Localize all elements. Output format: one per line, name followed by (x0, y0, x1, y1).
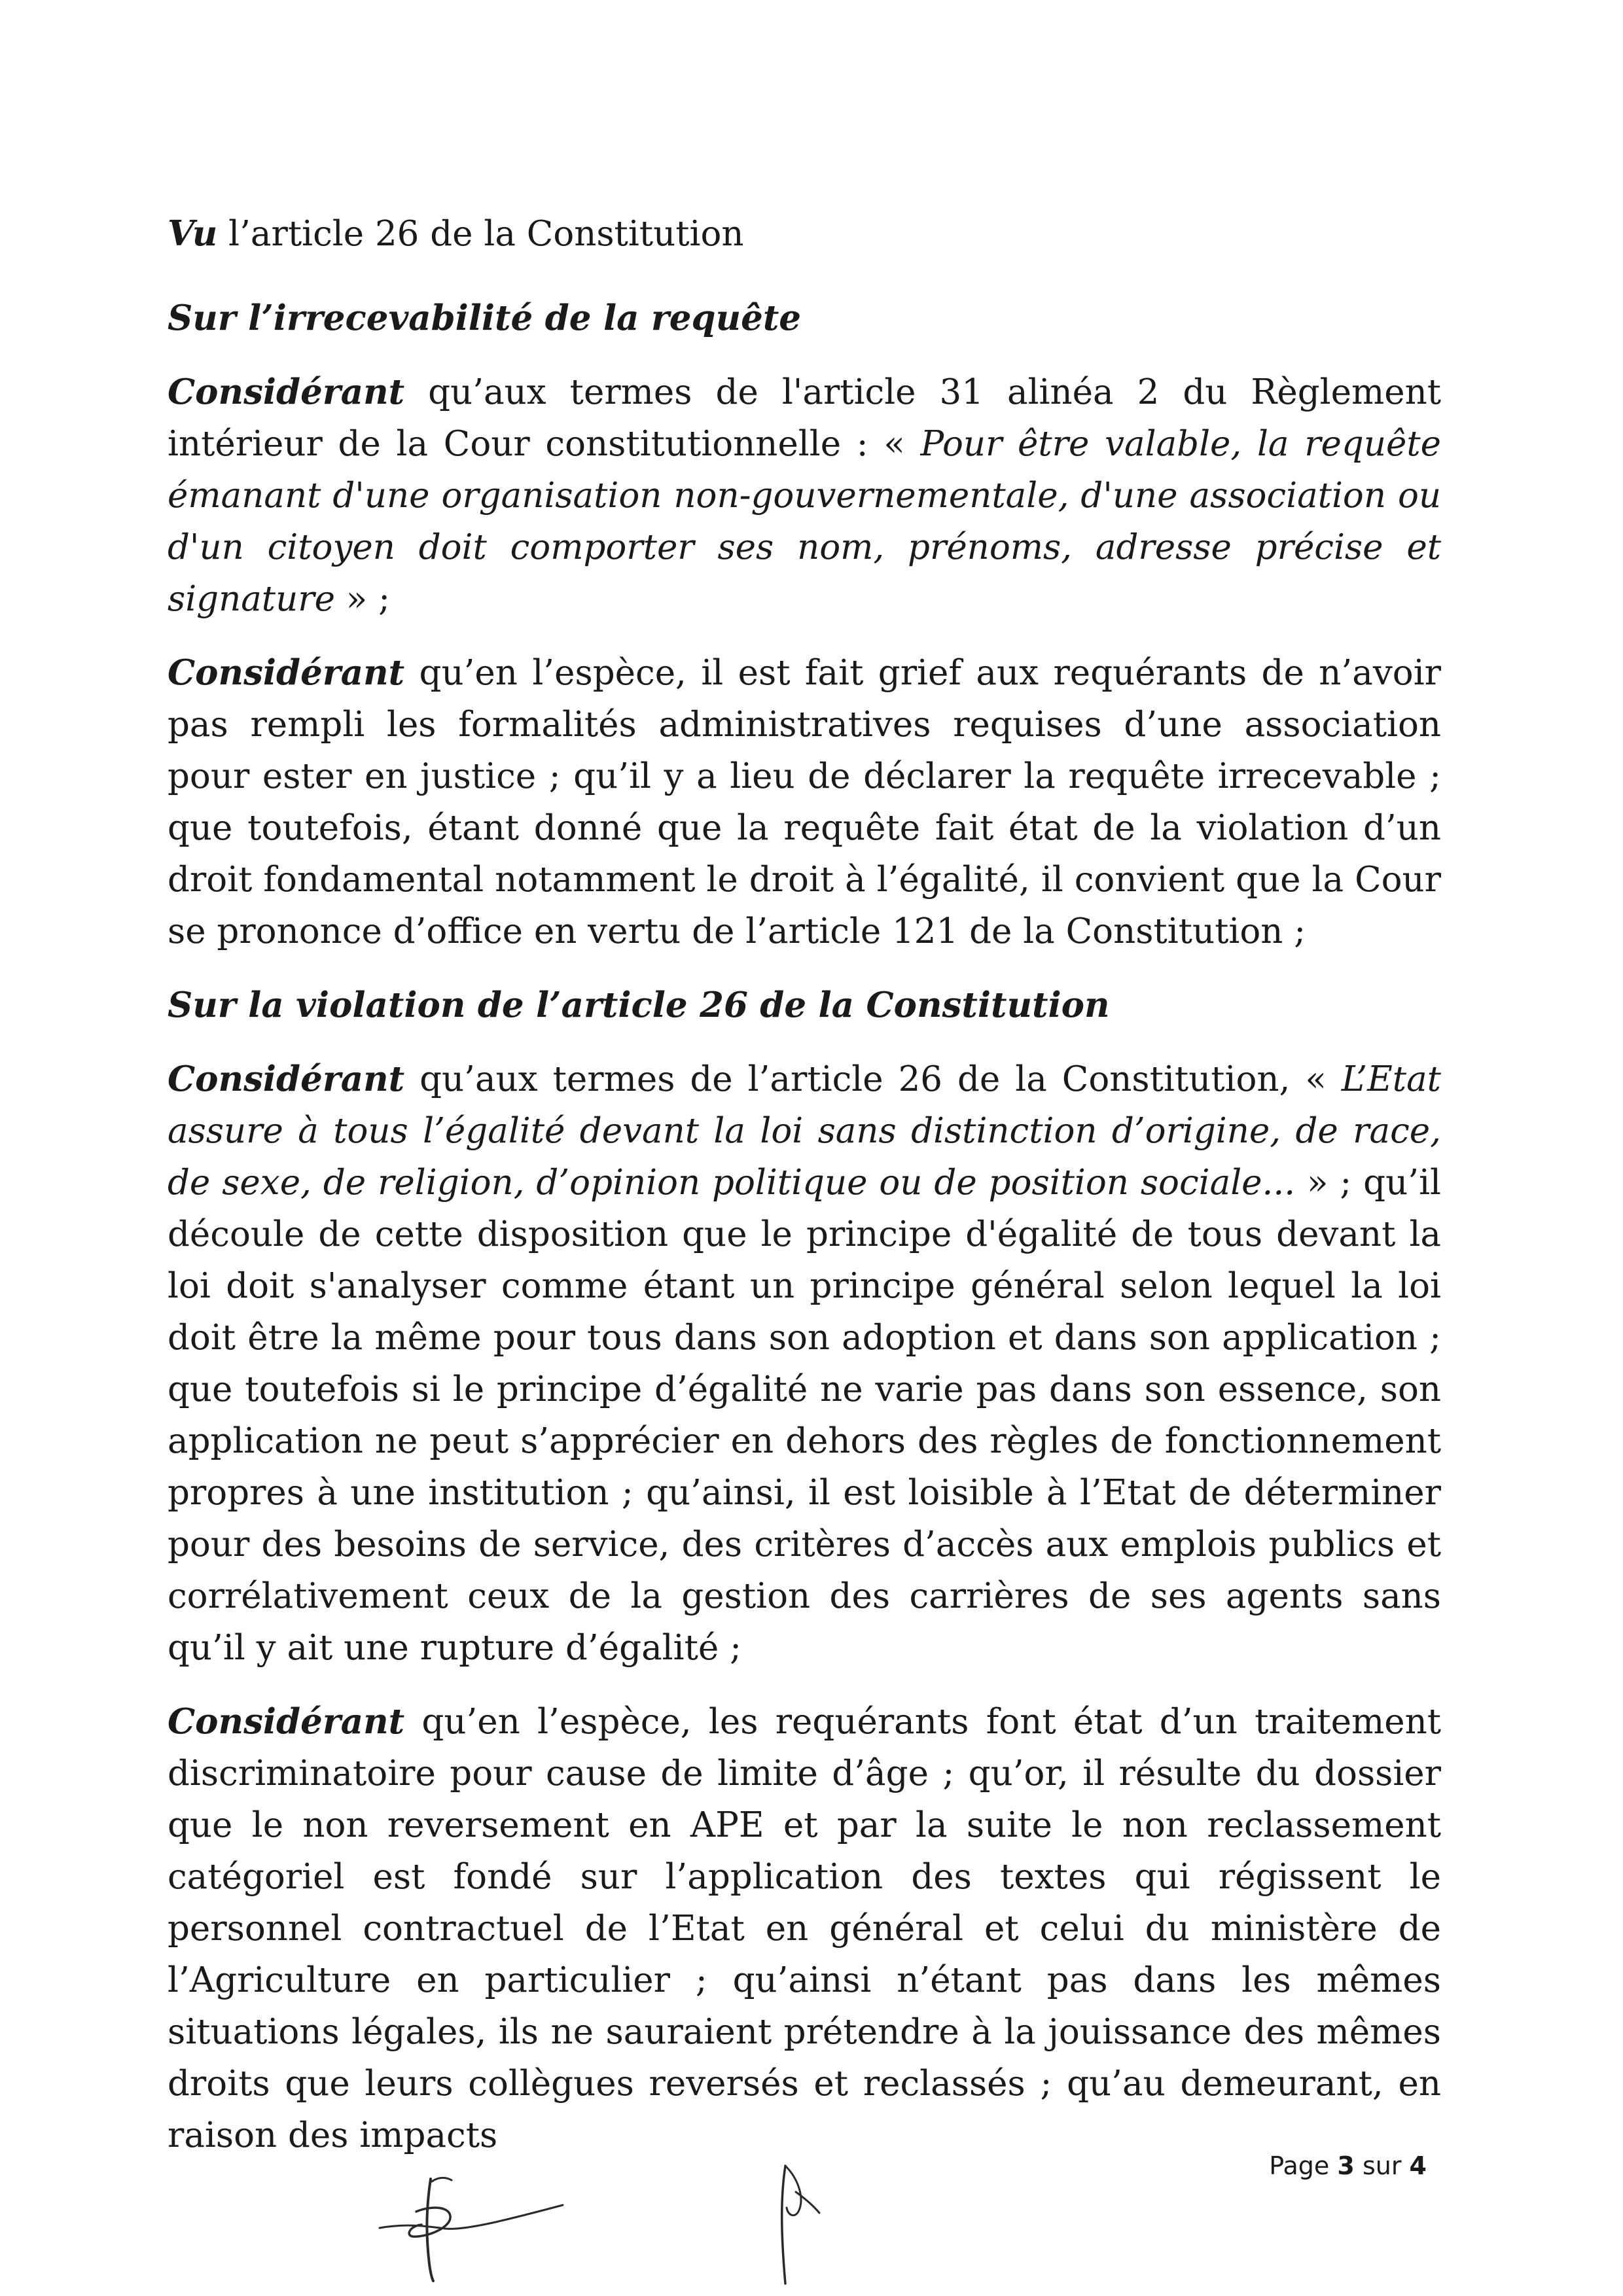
page-number: 3 (1337, 2151, 1355, 2180)
considerant-lead: Considérant (168, 1701, 405, 1742)
quoted-text: L’Etat assure à tous l’égalité devant la loi sans distinction d’origine, de race, de sexe, de religion, d’opinion politique ou de position sociale... (168, 1059, 1441, 1203)
paragraph-considerant-1 (168, 366, 1441, 625)
section-heading-violation: Sur la violation de l’article 26 de la Constitution (168, 985, 1110, 1025)
document-body (168, 208, 1441, 2183)
vu-text: l’article 26 de la Constitution (217, 214, 744, 254)
considerant-lead: Considérant (168, 1059, 405, 1099)
handwritten-signature-1 (353, 2166, 569, 2284)
quoted-text: Pour être valable, la requête émanant d'une organisation non-gouvernementale, d'une association ou d'un citoyen doit comporter ses nom, prénoms, adresse précise et signature (168, 424, 1441, 619)
paragraph-text: qu’aux termes de l'article 31 alinéa 2 du Règlement intérieur de la Cour constitutionnelle : « (168, 372, 1441, 464)
page-number-footer (1269, 2151, 1427, 2180)
section-heading-irrecevabilite: Sur l’irrecevabilité de la requête (168, 298, 802, 338)
paragraph-considerant-4 (168, 1696, 1441, 2161)
handwritten-signature-2 (759, 2153, 838, 2290)
paragraph-considerant-2 (168, 647, 1441, 957)
paragraph-text: qu’en l’espèce, les requérants font état d’un traitement discriminatoire pour cause de limite d’âge ; qu’or, il résulte du dossier que le non reversement en APE et par la suite le non reclassement catégoriel est fondé sur l’application des textes qui régissent le personnel contractuel de l’Etat en général et celui du ministère de l’Agriculture en particulier ; qu’ainsi n’étant pas dans les mêmes situations légales, ils ne sauraient prétendre à la jouissance des mêmes droits que leurs collègues reversés et reclassés ; qu’au demeurant, en raison des impacts (168, 1702, 1441, 2155)
paragraph-text: » ; (334, 579, 390, 619)
paragraph-text: qu’aux termes de l’article 26 de la Constitution, « (404, 1059, 1342, 1099)
considerant-lead: Considérant (168, 372, 405, 412)
page-word: Page (1269, 2151, 1330, 2180)
of-word: sur (1362, 2151, 1402, 2180)
vu-line (168, 208, 1441, 260)
paragraph-considerant-3 (168, 1053, 1441, 1674)
vu-lead: Vu (168, 213, 218, 254)
paragraph-text: qu’en l’espèce, il est fait grief aux requérants de n’avoir pas rempli les formalités administratives requises d’une association pour ester en justice ; qu’il y a lieu de déclarer la requête irrecevable ; que toutefois, étant donné que la requête fait état de la violation d’un droit fondamental notamment le droit à l’égalité, il convient que la Cour se prononce d’office en vertu de l’article 121 de la Constitution ; (168, 653, 1441, 951)
total-pages: 4 (1409, 2151, 1427, 2180)
considerant-lead: Considérant (168, 652, 405, 693)
paragraph-text: » ; qu’il découle de cette disposition que le principe d'égalité de tous devant la loi doit s'analyser comme étant un principe général selon lequel la loi doit être la même pour tous dans son adoption et dans son application ; que toutefois si le principe d’égalité ne varie pas dans son essence, son application ne peut s’apprécier en dehors des règles de fonctionnement propres à une institution ; qu’ainsi, il est loisible à l’Etat de déterminer pour des besoins de service, des critères d’accès aux emplois publics et corrélativement ceux de la gestion des carrières de ses agents sans qu’il y ait une rupture d’égalité ; (168, 1163, 1441, 1668)
